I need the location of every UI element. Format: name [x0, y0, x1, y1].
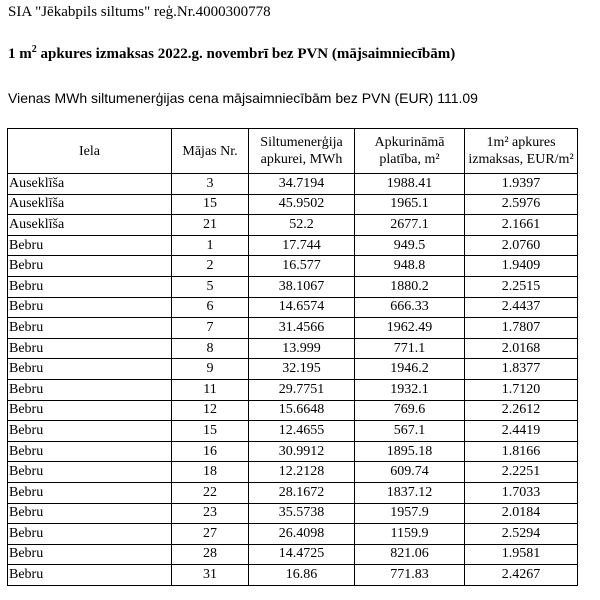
cell-heated-area: 1837.12 [355, 482, 465, 503]
cell-street: Bebru [8, 482, 172, 503]
cell-heated-area: 771.1 [355, 338, 465, 359]
cell-heat-energy: 14.6574 [249, 297, 355, 318]
cell-cost-per-m2: 2.4267 [465, 565, 578, 586]
cell-cost-per-m2: 1.9581 [465, 544, 578, 565]
cell-house-number: 12 [172, 400, 249, 421]
cell-street: Bebru [8, 235, 172, 256]
cell-cost-per-m2: 1.7120 [465, 379, 578, 400]
cell-street: Bebru [8, 297, 172, 318]
cell-street: Bebru [8, 318, 172, 339]
heading-superscript: 2 [31, 44, 37, 55]
heating-cost-table [7, 128, 578, 586]
cell-heated-area: 769.6 [355, 400, 465, 421]
cell-cost-per-m2: 2.5976 [465, 194, 578, 215]
cell-street: Bebru [8, 503, 172, 524]
cell-heat-energy: 52.2 [249, 215, 355, 236]
cell-house-number: 8 [172, 338, 249, 359]
header-heat-energy: Siltumenerģija apkurei, MWh [249, 129, 355, 174]
header-house-number: Mājas Nr. [172, 129, 249, 174]
cell-cost-per-m2: 1.9409 [465, 256, 578, 277]
cell-cost-per-m2: 2.0760 [465, 235, 578, 256]
cell-cost-per-m2: 2.2515 [465, 276, 578, 297]
cell-street: Bebru [8, 544, 172, 565]
cell-heated-area: 1957.9 [355, 503, 465, 524]
cell-heat-energy: 32.195 [249, 359, 355, 380]
header-cost-per-m2: 1m² apkures izmaksas, EUR/m² [465, 129, 578, 174]
cell-heated-area: 1946.2 [355, 359, 465, 380]
cell-heat-energy: 17.744 [249, 235, 355, 256]
table-row [8, 379, 578, 400]
cell-street: Bebru [8, 524, 172, 545]
table-row [8, 297, 578, 318]
cell-cost-per-m2: 1.8377 [465, 359, 578, 380]
document-heading [8, 46, 455, 63]
cell-heated-area: 1962.49 [355, 318, 465, 339]
cell-cost-per-m2: 1.8166 [465, 441, 578, 462]
cell-heated-area: 1932.1 [355, 379, 465, 400]
cell-heat-energy: 31.4566 [249, 318, 355, 339]
cell-heat-energy: 38.1067 [249, 276, 355, 297]
table-row [8, 503, 578, 524]
cell-cost-per-m2: 2.4419 [465, 421, 578, 442]
cell-street: Bebru [8, 379, 172, 400]
cell-street: Bebru [8, 276, 172, 297]
cell-house-number: 22 [172, 482, 249, 503]
cell-street: Bebru [8, 256, 172, 277]
cell-heat-energy: 35.5738 [249, 503, 355, 524]
cell-heated-area: 2677.1 [355, 215, 465, 236]
cell-house-number: 11 [172, 379, 249, 400]
table-row [8, 338, 578, 359]
cell-house-number: 27 [172, 524, 249, 545]
header-heated-area: Apkurināmā platība, m² [355, 129, 465, 174]
cell-house-number: 16 [172, 441, 249, 462]
cell-cost-per-m2: 1.9397 [465, 174, 578, 195]
cell-cost-per-m2: 2.1661 [465, 215, 578, 236]
cell-street: Bebru [8, 421, 172, 442]
heading-prefix: 1 m [8, 46, 32, 62]
cell-heated-area: 1988.41 [355, 174, 465, 195]
cell-heated-area: 1880.2 [355, 276, 465, 297]
table-row [8, 256, 578, 277]
cell-street: Auseklīša [8, 174, 172, 195]
cell-heated-area: 609.74 [355, 462, 465, 483]
table-row [8, 482, 578, 503]
cell-heated-area: 666.33 [355, 297, 465, 318]
table-row [8, 174, 578, 195]
cell-heat-energy: 28.1672 [249, 482, 355, 503]
cell-street: Bebru [8, 462, 172, 483]
cell-house-number: 15 [172, 194, 249, 215]
cell-heated-area: 821.06 [355, 544, 465, 565]
cell-heated-area: 567.1 [355, 421, 465, 442]
cell-house-number: 15 [172, 421, 249, 442]
cell-heat-energy: 30.9912 [249, 441, 355, 462]
cell-house-number: 7 [172, 318, 249, 339]
table-header-row [8, 129, 578, 174]
cell-house-number: 9 [172, 359, 249, 380]
cell-house-number: 21 [172, 215, 249, 236]
cell-cost-per-m2: 2.0184 [465, 503, 578, 524]
cell-street: Bebru [8, 400, 172, 421]
cell-house-number: 28 [172, 544, 249, 565]
table-row [8, 235, 578, 256]
cell-house-number: 18 [172, 462, 249, 483]
cell-heat-energy: 12.2128 [249, 462, 355, 483]
cell-cost-per-m2: 2.4437 [465, 297, 578, 318]
table-body [8, 174, 578, 586]
table-row [8, 194, 578, 215]
company-line: SIA "Jēkabpils siltums" reģ.Nr.4000300778 [8, 4, 271, 20]
cell-street: Bebru [8, 565, 172, 586]
price-line: Vienas MWh siltumenerģijas cena mājsaimniecībām bez PVN (EUR) 111.09 [8, 90, 478, 106]
cell-house-number: 1 [172, 235, 249, 256]
cell-cost-per-m2: 1.7807 [465, 318, 578, 339]
cell-heat-energy: 16.86 [249, 565, 355, 586]
cell-heat-energy: 45.9502 [249, 194, 355, 215]
heading-suffix: apkures izmaksas 2022.g. novembrī bez PVN (mājsaimniecībām) [36, 46, 456, 62]
header-street: Iela [8, 129, 172, 174]
cell-street: Auseklīša [8, 215, 172, 236]
table-row [8, 441, 578, 462]
table-row [8, 524, 578, 545]
cell-heat-energy: 16.577 [249, 256, 355, 277]
cell-cost-per-m2: 2.2251 [465, 462, 578, 483]
table-row [8, 544, 578, 565]
cell-heat-energy: 29.7751 [249, 379, 355, 400]
cell-house-number: 31 [172, 565, 249, 586]
cell-heated-area: 1965.1 [355, 194, 465, 215]
table-row [8, 462, 578, 483]
cell-cost-per-m2: 1.7033 [465, 482, 578, 503]
cell-heated-area: 948.8 [355, 256, 465, 277]
cell-heated-area: 1895.18 [355, 441, 465, 462]
table-row [8, 421, 578, 442]
cell-house-number: 2 [172, 256, 249, 277]
cell-heat-energy: 13.999 [249, 338, 355, 359]
cell-house-number: 23 [172, 503, 249, 524]
cell-cost-per-m2: 2.5294 [465, 524, 578, 545]
cell-heat-energy: 15.6648 [249, 400, 355, 421]
table-row [8, 400, 578, 421]
cell-heated-area: 949.5 [355, 235, 465, 256]
cell-street: Bebru [8, 359, 172, 380]
cell-street: Bebru [8, 338, 172, 359]
table-row [8, 565, 578, 586]
cell-house-number: 5 [172, 276, 249, 297]
cell-street: Bebru [8, 441, 172, 462]
cell-house-number: 6 [172, 297, 249, 318]
cell-heated-area: 771.83 [355, 565, 465, 586]
cell-heated-area: 1159.9 [355, 524, 465, 545]
cell-street: Auseklīša [8, 194, 172, 215]
cell-house-number: 3 [172, 174, 249, 195]
table-row [8, 215, 578, 236]
cell-heat-energy: 34.7194 [249, 174, 355, 195]
cell-cost-per-m2: 2.0168 [465, 338, 578, 359]
cell-heat-energy: 26.4098 [249, 524, 355, 545]
table-row [8, 359, 578, 380]
cell-heat-energy: 12.4655 [249, 421, 355, 442]
table-row [8, 276, 578, 297]
cell-heat-energy: 14.4725 [249, 544, 355, 565]
table-row [8, 318, 578, 339]
cell-cost-per-m2: 2.2612 [465, 400, 578, 421]
